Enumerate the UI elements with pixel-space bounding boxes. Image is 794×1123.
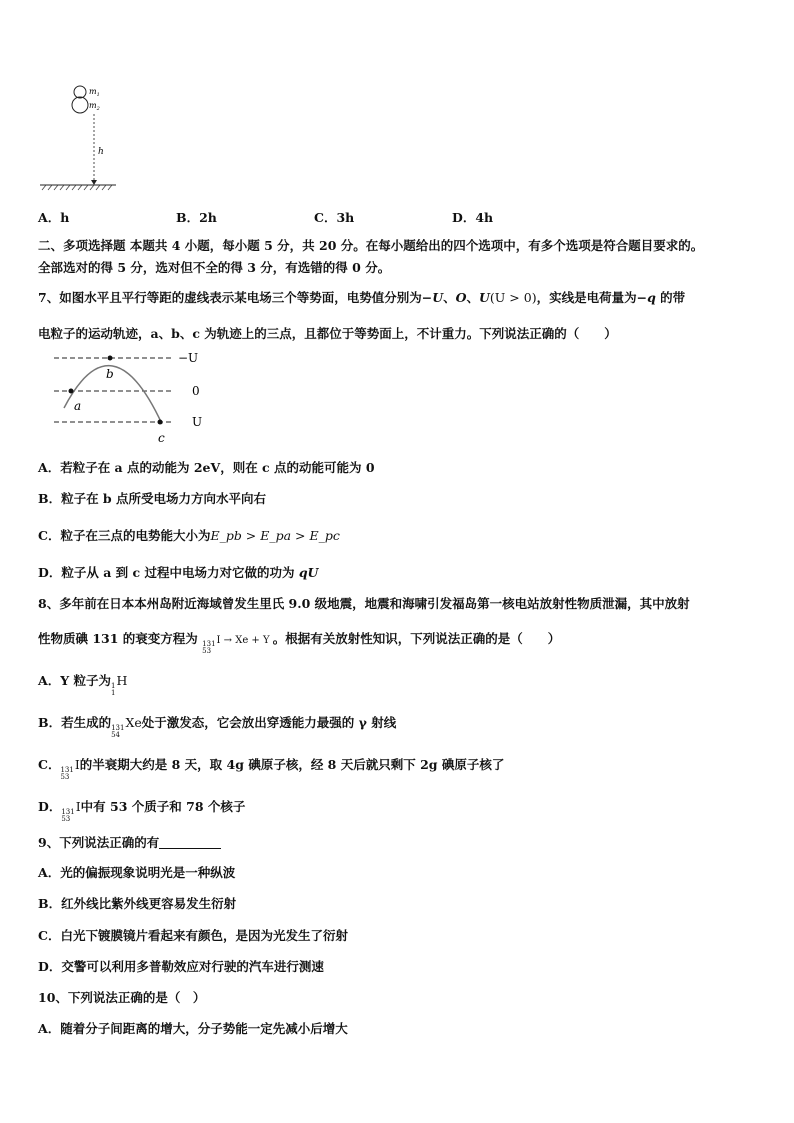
point-b bbox=[108, 356, 113, 361]
label-m1: $m_1$ bbox=[89, 87, 100, 98]
height-arrow bbox=[91, 180, 97, 185]
q8-option-c[interactable]: C． 131 53 I的半衰期大约是 8 天，取 4g 碘原子核，经 8 天后就只剩下 2g 碘原子核了 bbox=[38, 757, 505, 781]
q7-stem-line1: 7、如图水平且平行等距的虚线表示某电场三个等势面，电势值分别为−U、O、U(U > 0)，实线是电荷量为−q 的带 bbox=[38, 290, 686, 305]
label-h: h bbox=[98, 147, 104, 157]
q9-option-b[interactable]: B．红外线比紫外线更容易发生衍射 bbox=[38, 896, 237, 911]
q9-stem: 9、下列说法正确的有 bbox=[38, 833, 221, 851]
q6-option-d[interactable]: D．4h bbox=[452, 210, 494, 225]
label-a: a bbox=[74, 399, 82, 413]
q10-option-a[interactable]: A．随着分子间距离的增大，分子势能一定先减小后增大 bbox=[38, 1021, 348, 1036]
q7-option-d[interactable]: D．粒子从 a 到 c 过程中电场力对它做的功为 qU bbox=[38, 565, 319, 580]
q8-option-d[interactable]: D． 131 53 I中有 53 个质子和 78 个核子 bbox=[38, 799, 246, 823]
section2-line2: 全部选对的得 5 分，选对但不全的得 3 分，有选错的得 0 分。 bbox=[38, 260, 391, 275]
q8-stem-line1: 8、多年前在日本本州岛附近海域曾发生里氏 9.0 级地震，地震和海啸引发福岛第一核电站放射性物质泄漏，其中放射 bbox=[38, 596, 690, 611]
section2-line1: 二、多项选择题 本题共 4 小题，每小题 5 分，共 20 分。在每小题给出的四个选项中，有多个选项是符合题目要求的。 bbox=[38, 238, 704, 253]
ball-m1 bbox=[74, 86, 86, 98]
q7-option-c[interactable]: C．粒子在三点的电势能大小为E_pb > E_pa > E_pc bbox=[38, 528, 340, 543]
equipotential-figure bbox=[46, 346, 226, 446]
label-m2: $m_2$ bbox=[89, 101, 100, 112]
label-b: b bbox=[106, 367, 114, 381]
q7-option-b[interactable]: B．粒子在 b 点所受电场力方向水平向右 bbox=[38, 491, 267, 506]
ball-m2 bbox=[72, 97, 88, 113]
q8-option-b[interactable]: B．若生成的 131 54 Xe处于激发态，它会放出穿透能力最强的 γ 射线 bbox=[38, 715, 397, 739]
q7-option-a[interactable]: A．若粒子在 a 点的动能为 2eV，则在 c 点的动能可能为 0 bbox=[38, 460, 375, 475]
label-c: c bbox=[158, 431, 165, 445]
point-c bbox=[158, 420, 163, 425]
q7-option-c-math: E_pb > E_pa > E_pc bbox=[210, 528, 340, 543]
label-zero: 0 bbox=[192, 384, 200, 398]
q8-stem-line2: 性物质碘 131 的衰变方程为 131 53 I → Xe + Y 。根据有关放射性知识，下列说法正确的是（ ） bbox=[38, 631, 561, 655]
q6-option-b[interactable]: B．2h bbox=[176, 210, 217, 225]
ground-hatch bbox=[42, 185, 112, 190]
label-neg-u: −U bbox=[178, 351, 199, 365]
answer-blank[interactable] bbox=[159, 836, 221, 849]
q6-options bbox=[38, 208, 590, 226]
q9-option-c[interactable]: C．白光下镀膜镜片看起来有颜色，是因为光发生了衍射 bbox=[38, 928, 348, 943]
q6-option-a[interactable]: A．h bbox=[38, 210, 70, 225]
drop-figure bbox=[36, 84, 122, 194]
q9-option-a[interactable]: A．光的偏振现象说明光是一种纵波 bbox=[38, 865, 236, 880]
point-a bbox=[69, 389, 74, 394]
q6-option-c[interactable]: C．3h bbox=[314, 210, 355, 225]
decay-equation: 131 53 I → Xe + Y bbox=[202, 635, 270, 655]
q7-stem-line2: 电粒子的运动轨迹，a、b、c 为轨迹上的三点，且都位于等势面上，不计重力。下列说法正确的（ ） bbox=[38, 326, 617, 341]
q9-option-d[interactable]: D．交警可以利用多普勒效应对行驶的汽车进行测速 bbox=[38, 959, 324, 974]
q10-stem: 10、下列说法正确的是（ ） bbox=[38, 990, 206, 1005]
q8-option-a[interactable]: A．Y 粒子为 1 1 H bbox=[38, 673, 128, 697]
label-u: U bbox=[192, 415, 203, 429]
